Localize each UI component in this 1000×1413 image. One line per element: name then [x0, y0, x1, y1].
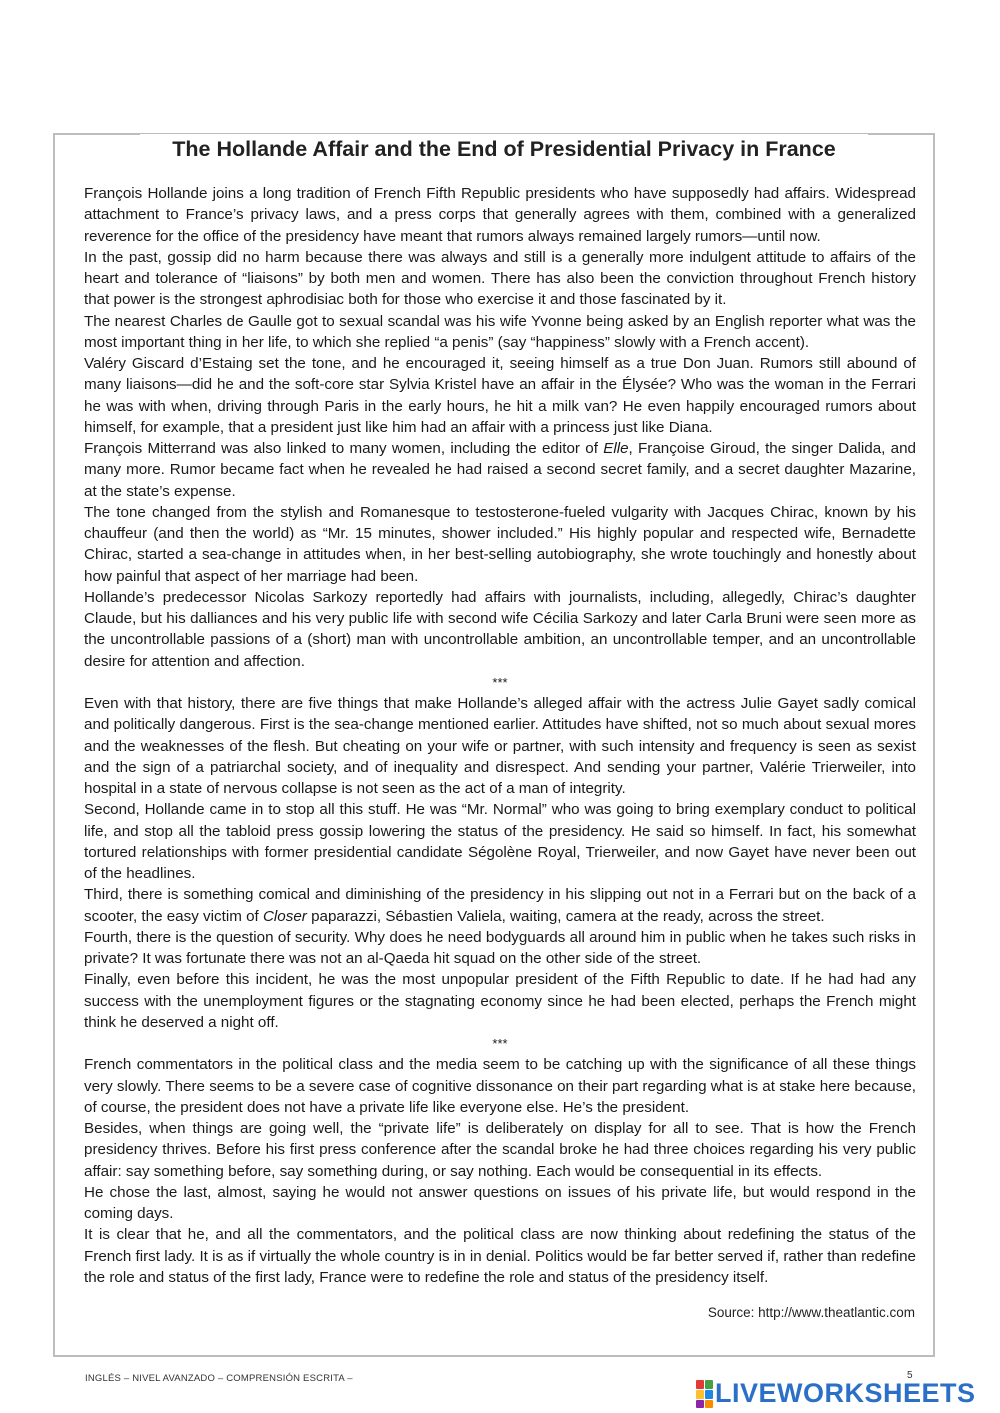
liveworksheets-brand[interactable] — [696, 1378, 976, 1408]
paragraph: He chose the last, almost, saying he would not answer questions on issues of his private life, but would respond in the coming days. — [84, 1183, 916, 1222]
magazine-title: Elle — [603, 440, 629, 457]
article-title: The Hollande Affair and the End of Presidential Privacy in France — [140, 134, 868, 164]
paragraph-text: , Françoise Giroud, the singer Dalida, and many more. Rumor became fact when he revealed he had raised a second secret family, and a secret daughter Mazarine, at the state’s expense. — [84, 440, 916, 500]
paragraph: Besides, when things are going well, the “private life” is deliberately on display for all to see. That is how the French presidency thrives. Before his first press conference after the scandal broke he had three choices regarding his very public affair: say something before, say something during, or say nothing. Each would be consequential in its effects. — [84, 1120, 916, 1180]
paragraph: François Hollande joins a long tradition of French Fifth Republic presidents who have supposedly had affairs. Widespread attachment to France’s privacy laws, and a press corps that generally agrees with them, combined with a generalized reverence for the office of the presidency have meant that rumors always remained largely rumors—until now. — [84, 185, 916, 245]
paragraph: The nearest Charles de Gaulle got to sexual scandal was his wife Yvonne being asked by an English reporter what was the most important thing in her life, to which she replied “a penis” (say “happiness” slowly with a French accent). — [84, 312, 916, 351]
brand-text: LIVEWORKSHEETS — [715, 1378, 976, 1408]
paragraph: The tone changed from the stylish and Romanesque to testosterone-fueled vulgarity with Jacques Chirac, known by his chauffeur (and then the world) as “Mr. 15 minutes, shower included.” His highly popular and respected wife, Bernadette Chirac, started a sea-change in attitudes when, in her best-selling autobiography, she wrote touchingly and honestly about how painful that aspect of her marriage had been. — [84, 503, 916, 585]
paragraph: It is clear that he, and all the commentators, and the political class are now thinking about redefining the status of the French first lady. It is as if virtually the whole country is in in denial. Politics would be far better served if, rather than redefine the role and status of the first lady, France were to redefine the role and status of the presidency itself. — [84, 1226, 916, 1286]
paragraph-text: François Mitterrand was also linked to many women, including the editor of — [84, 440, 604, 457]
paragraph: Even with that history, there are five things that make Hollande’s alleged affair with the actress Julie Gayet sadly comical and politically dangerous. First is the sea-change mentioned earlier. Attitudes have shifted, not so much about sexual mores and the weaknesses of the flesh. But cheating on your wife or partner, with such intensity and frequency is seen as sexist and the sign of a patriarchal society, and of inequality and disrespect. And sending your partner, Valérie Trierweiler, into hospital in a state of nervous collapse is not seen as the act of a man of integrity. — [84, 695, 916, 797]
footer-course-label: INGLÉS – NIVEL AVANZADO – COMPRENSIÓN ESCRITA – — [85, 1373, 353, 1384]
section-separator: *** — [492, 674, 508, 690]
paragraph — [84, 884, 916, 927]
paragraph: In the past, gossip did no harm because there was always and still is a generally more indulgent attitude to affairs of the heart and tolerance of “liaisons” by both men and women. There has also been the conviction throughout French history that power is the strongest aphrodisiac both for those who exercise it and those fascinated by it. — [84, 248, 916, 309]
paragraph-text: paparazzi, Sébastien Valiela, waiting, camera at the ready, across the street. — [306, 907, 825, 925]
article-body — [84, 183, 916, 1288]
paragraph: Valéry Giscard d’Estaing set the tone, and he encouraged it, seeing himself as a true Don Juan. Rumors still abound of many liaisons—did he and the soft-core star Sylvia Kristel have an affair in the Élysée? Who was the woman in the Ferrari he was with when, driving through Paris in the early hours, he hit a milk van? He even happily encouraged rumors about himself, for example, that a president just like him had an affair with a princess just like Diana. — [84, 355, 916, 436]
section-separator: *** — [492, 1036, 508, 1051]
paragraph — [84, 438, 916, 502]
paragraph: Hollande’s predecessor Nicolas Sarkozy reportedly had affairs with journalists, including, allegedly, Chirac’s daughter Claude, but his dalliances and his very public life with second wife Cécilia Sarkozy and later Carla Bruni were seen more as the uncontrollable passions of a (short) man with uncontrollable ambition, an uncontrollable temper, and an uncontrollable desire for attention and affection. — [84, 588, 916, 670]
paragraph: Second, Hollande came in to stop all this stuff. He was “Mr. Normal” who was going to bring exemplary conduct to political life, and stop all the tabloid press gossip lowering the status of the presidency. He said so himself. In fact, his somewhat tortured relationships with former presidential candidate Ségolène Royal, Trierweiler, and now Gayet have never been out of the headlines. — [84, 801, 916, 882]
paragraph: French commentators in the political class and the media seem to be catching up with the significance of all these things very slowly. There seems to be a severe case of cognitive dissonance on their part regarding what is at stake here because, of course, the president does not have a private life like everyone else. He’s the president. — [84, 1056, 916, 1116]
magazine-title: Closer — [262, 907, 307, 925]
paragraph: Fourth, there is the question of security. Why does he need bodyguards all around him in public when he takes such risks in private? It was fortunate there was not an al-Qaeda hit squad on the other side of the street. — [84, 928, 916, 967]
paragraph: Finally, even before this incident, he was the most unpopular president of the Fifth Republic to date. If he had had any success with the unemployment figures or the stagnating economy since he had been elected, perhaps the French might think he deserved a night off. — [84, 971, 916, 1031]
liveworksheets-logo-icon — [696, 1380, 712, 1406]
page-number: 5 — [907, 1370, 913, 1381]
paragraph-text: Third, there is something comical and diminishing of the presidency in his slipping out not in a Ferrari but on the back of a scooter, the easy victim of — [84, 886, 916, 925]
source-citation: Source: http://www.theatlantic.com — [707, 1305, 915, 1320]
